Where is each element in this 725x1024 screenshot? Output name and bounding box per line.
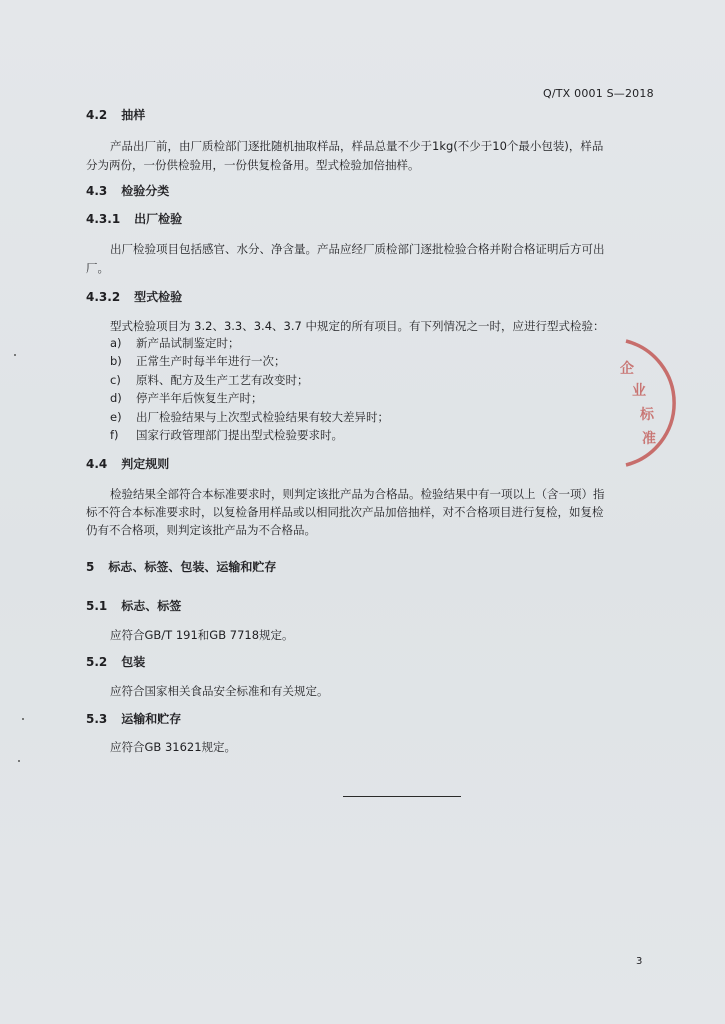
paragraph-line: 仍有不合格项，则判定该批产品为不合格品。 xyxy=(86,523,316,537)
list-text: 国家行政管理部门提出型式检验要求时。 xyxy=(136,428,343,442)
section-title: 包装 xyxy=(121,655,146,669)
list-item xyxy=(110,335,240,351)
list-marker: c) xyxy=(110,373,121,387)
section-4-4-heading xyxy=(86,455,169,472)
scan-speck xyxy=(22,718,24,720)
section-5-1-heading xyxy=(86,597,181,614)
list-marker: d) xyxy=(110,391,122,405)
section-title: 出厂检验 xyxy=(134,212,183,226)
section-number: 4.3 xyxy=(86,184,108,198)
list-item xyxy=(110,372,309,388)
section-number: 5 xyxy=(86,560,95,574)
end-of-document-line xyxy=(343,796,461,797)
section-title: 检验分类 xyxy=(121,184,170,198)
company-seal-stamp xyxy=(590,333,680,473)
scan-speck xyxy=(14,354,16,356)
section-number: 5.1 xyxy=(86,599,108,613)
scan-speck xyxy=(18,760,20,762)
section-title: 运输和贮存 xyxy=(121,712,182,726)
list-marker: e) xyxy=(110,410,122,424)
section-title: 标志、标签、包装、运输和贮存 xyxy=(108,560,277,574)
section-4-3-1-heading xyxy=(86,210,182,227)
section-4-3-heading xyxy=(86,182,169,199)
list-item xyxy=(110,353,286,369)
paragraph-line: 应符合国家相关食品安全标准和有关规定。 xyxy=(110,684,329,698)
section-title: 抽样 xyxy=(121,108,146,122)
paragraph-line: 厂。 xyxy=(86,261,109,275)
list-item xyxy=(110,390,263,406)
paragraph-line: 应符合GB/T 191和GB 7718规定。 xyxy=(110,628,294,642)
section-number: 4.2 xyxy=(86,108,108,122)
paragraph-line: 型式检验项目为 3.2、3.3、3.4、3.7 中规定的所有项目。有下列情况之一时，应进行型式检验： xyxy=(110,319,605,333)
seal-text: 企 xyxy=(620,361,634,377)
section-number: 4.4 xyxy=(86,457,108,471)
list-marker: a) xyxy=(110,336,122,350)
paragraph-line: 检验结果全部符合本标准要求时，则判定该批产品为合格品。检验结果中有一项以上（含一项）指 xyxy=(110,487,605,501)
paragraph-line: 出厂检验项目包括感官、水分、净含量。产品应经厂质检部门逐批检验合格并附合格证明后方可出 xyxy=(110,242,605,256)
seal-text: 准 xyxy=(642,431,656,447)
section-5-2-heading xyxy=(86,653,145,670)
list-text: 停产半年后恢复生产时； xyxy=(136,391,263,405)
section-title: 判定规则 xyxy=(121,457,170,471)
section-title: 标志、标签 xyxy=(121,599,182,613)
paragraph-line: 分为两份，一份供检验用，一份供复检备用。型式检验加倍抽样。 xyxy=(86,158,420,172)
section-title: 型式检验 xyxy=(134,290,183,304)
list-marker: b) xyxy=(110,354,122,368)
list-text: 原料、配方及生产工艺有改变时； xyxy=(136,373,309,387)
list-text: 正常生产时每半年进行一次； xyxy=(136,354,286,368)
page-number: 3 xyxy=(636,956,643,967)
list-text: 新产品试制鉴定时； xyxy=(136,336,240,350)
section-number: 4.3.2 xyxy=(86,290,121,304)
paragraph-line: 应符合GB 31621规定。 xyxy=(110,740,237,754)
document-code: Q/TX 0001 S—2018 xyxy=(543,87,654,100)
section-number: 5.2 xyxy=(86,655,108,669)
paragraph-line: 标不符合本标准要求时，以复检备用样品或以相同批次产品加倍抽样，对不合格项目进行复检，如复检 xyxy=(86,505,604,519)
list-item xyxy=(110,409,389,425)
seal-text: 标 xyxy=(640,407,654,423)
list-item xyxy=(110,427,343,443)
section-number: 5.3 xyxy=(86,712,108,726)
list-text: 出厂检验结果与上次型式检验结果有较大差异时； xyxy=(136,410,389,424)
seal-text: 业 xyxy=(632,383,646,399)
paragraph-line: 产品出厂前，由厂质检部门逐批随机抽取样品，样品总量不少于1kg(不少于10个最小包装)，样品 xyxy=(110,139,604,153)
section-5-3-heading xyxy=(86,710,181,727)
section-4-2-heading xyxy=(86,106,145,123)
section-4-3-2-heading xyxy=(86,288,182,305)
section-5-heading xyxy=(86,558,276,575)
section-number: 4.3.1 xyxy=(86,212,121,226)
list-marker: f) xyxy=(110,428,119,442)
